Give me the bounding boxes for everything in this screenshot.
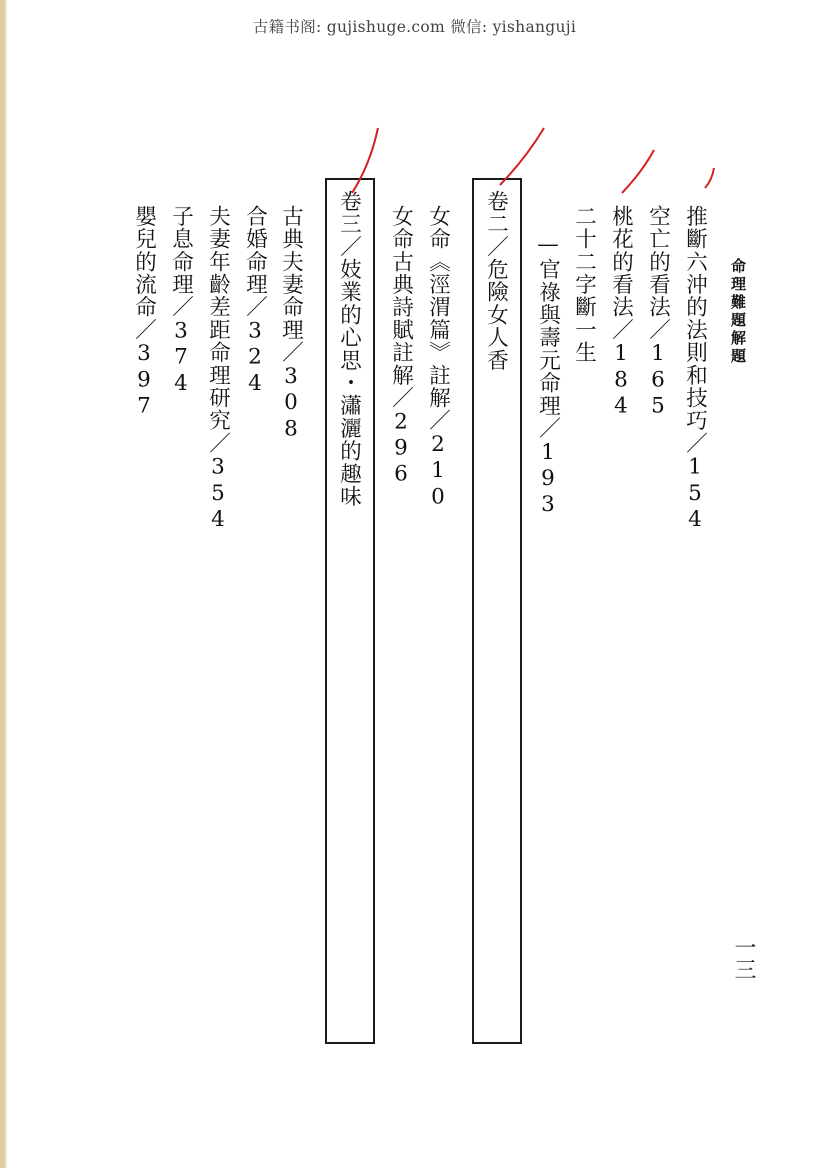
- toc-entry-ershier: 二十二字斷一生: [571, 205, 597, 364]
- section-title-juan3: 卷三／妓業的心思・瀟灑的趣味: [336, 190, 362, 508]
- page-edge-shadow: [5, 0, 7, 1168]
- toc-entry-guanlu: —官祿與壽元命理／193: [535, 232, 561, 519]
- running-header: 命理難題解題: [729, 258, 747, 366]
- toc-entry-jingwei: 女命《涇渭篇》註解／210: [425, 205, 451, 511]
- red-tick-mark: [622, 150, 654, 193]
- toc-entry-taohua: 桃花的看法／184: [608, 205, 634, 420]
- section-title-juan2: 卷二／危險女人香: [483, 190, 509, 372]
- toc-entry-zixi: 子息命理／374: [168, 205, 194, 398]
- page-number: 一三: [731, 936, 756, 980]
- toc-entry-yinger: 嬰兒的流命／397: [131, 205, 157, 420]
- red-tick-mark: [705, 168, 714, 188]
- toc-entry-liuchong: 推斷六沖的法則和技巧／154: [682, 205, 708, 534]
- toc-entry-hehun: 合婚命理／324: [242, 205, 268, 398]
- toc-entry-kongwang: 空亡的看法／165: [645, 205, 671, 420]
- toc-entry-nianling: 夫妻年齡差距命理研究／354: [205, 205, 231, 534]
- toc-entry-gudian-fu: 女命古典詩賦註解／296: [388, 205, 414, 488]
- toc-entry-gudian-fuqi: 古典夫妻命理／308: [278, 205, 304, 443]
- red-tick-mark: [500, 128, 544, 185]
- watermark: 古籍书阁: gujishuge.com 微信: yishanguji: [252, 18, 577, 36]
